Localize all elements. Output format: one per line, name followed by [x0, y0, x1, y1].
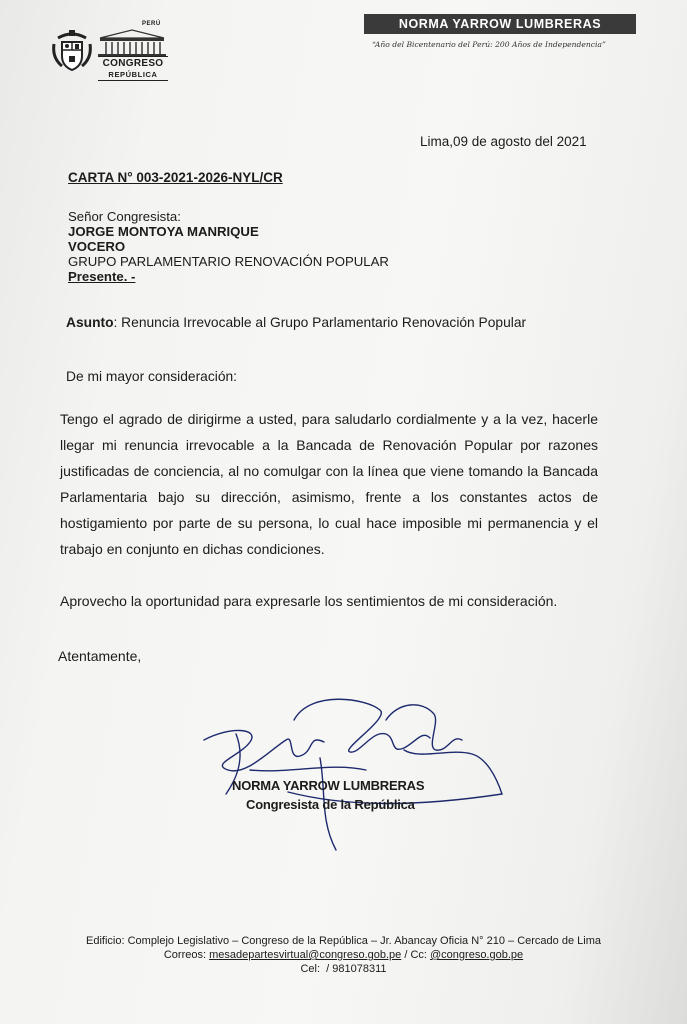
cc-link[interactable]: @congreso.gob.pe [430, 949, 524, 961]
signatory-name: NORMA YARROW LUMBRERAS [232, 778, 425, 793]
congress-building-icon [96, 24, 168, 58]
footer-address: Edificio: Complejo Legislativo – Congreso de la República – Jr. Abancay Oficia N° 210 – Cercado de Lima [86, 935, 601, 947]
letter-date: Lima,09 de agosto del 2021 [420, 134, 587, 149]
recipient-salutation: Señor Congresista: [68, 209, 181, 224]
farewell: Atentamente, [58, 648, 142, 664]
coat-of-arms-icon [52, 28, 92, 72]
closing-paragraph: Aprovecho la oportunidad para expresarle los sentimientos de mi consideración. [60, 593, 558, 609]
subject-text: : Renuncia Irrevocable al Grupo Parlamentario Renovación Popular [113, 315, 527, 330]
signatory-role: Congresista de la República [246, 797, 415, 812]
recipient-role: VOCERO [68, 239, 126, 254]
republica-word: REPÚBLICA [108, 70, 158, 79]
footer-contact [0, 949, 687, 961]
subject-line [66, 315, 526, 330]
recipient-name: JORGE MONTOYA MANRIQUE [68, 224, 259, 239]
congress-logo [52, 22, 170, 84]
congreso-wordmark [98, 56, 168, 81]
subject-label: Asunto [66, 315, 114, 330]
peru-label: PERÚ [142, 21, 161, 27]
year-motto: “Año del Bicentenario del Perú: 200 Años de Independencia” [372, 40, 606, 49]
handwritten-signature [190, 690, 520, 860]
recipient-group: GRUPO PARLAMENTARIO RENOVACIÓN POPULAR [68, 254, 389, 269]
letter-reference: CARTA N° 003-2021-2026-NYL/CR [68, 170, 283, 185]
cc-label: / Cc: [401, 949, 431, 961]
body-paragraph: Tengo el agrado de dirigirme a usted, para saludarlo cordialmente y a la vez, hacerle llegar mi renuncia irrevocable a la Bancada de Renovación Popular por razones justificadas de conciencia, al no comulgar con la línea que viene tomando la Bancada Parlamentaria bajo su dirección, asimismo, frente a los constantes actos de hostigamiento por parte de su persona, lo cual hace imposible mi permanencia y el trabajo en conjunto en dichas condiciones. [60, 411, 598, 557]
email-label: Correos: [163, 949, 210, 961]
email-link[interactable]: mesadepartesvirtual@congreso.gob.pe [209, 949, 402, 961]
phone-label: Cel: [300, 963, 321, 975]
phone-number: / 981078311 [326, 963, 387, 975]
footer-phone [0, 963, 687, 975]
presente-label: Presente. - [68, 269, 136, 284]
sender-name-banner: NORMA YARROW LUMBRERAS [364, 14, 636, 34]
greeting: De mi mayor consideración: [66, 369, 237, 384]
congreso-word: CONGRESO [102, 58, 164, 69]
